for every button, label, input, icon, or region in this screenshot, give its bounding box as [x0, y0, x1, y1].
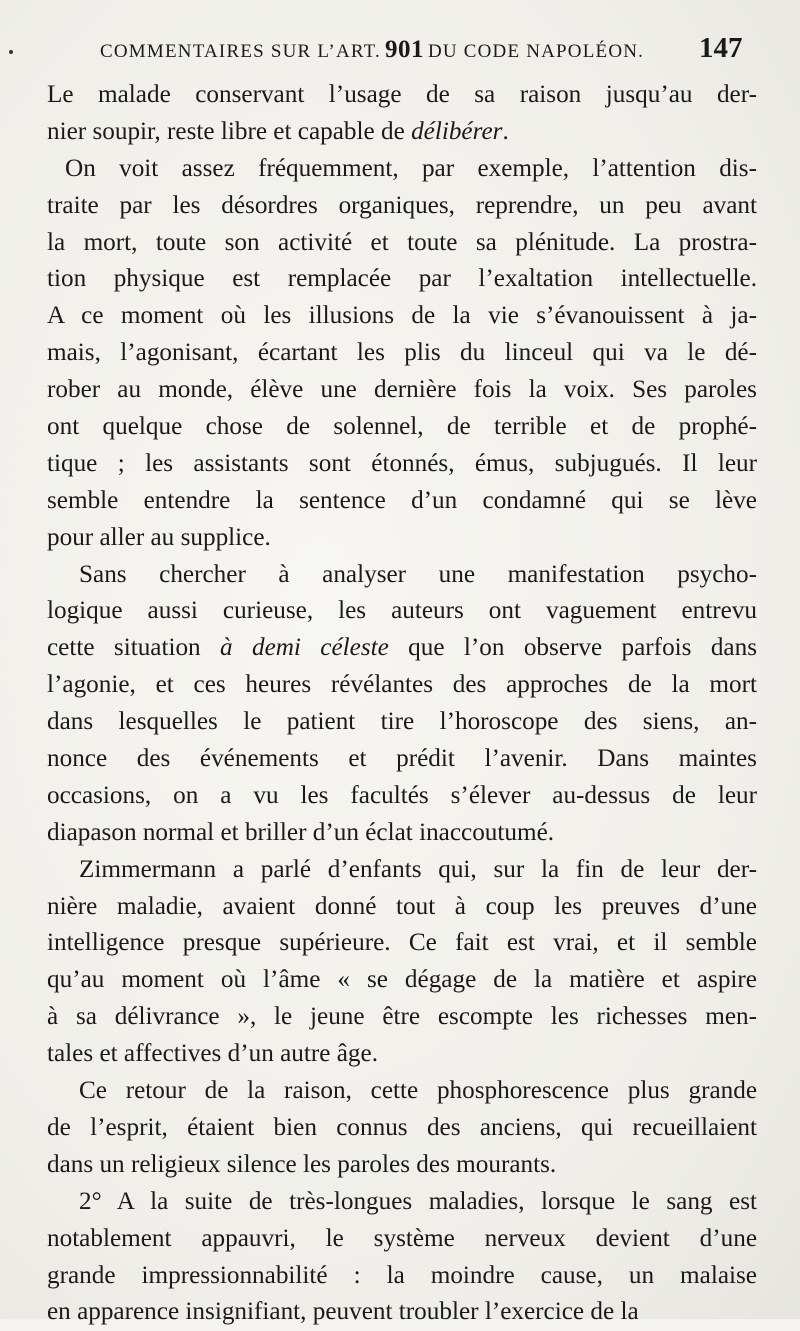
- text-line: tique ; les assistants sont étonnés, émus, subjugués. Il leur: [47, 449, 757, 477]
- article-number: 901: [384, 36, 424, 63]
- text-line: traite par les désordres organiques, reprendre, un peu avant: [47, 191, 757, 219]
- text-segment: .: [502, 117, 509, 145]
- text-line: rober au monde, élève une dernière fois la voix. Ses paroles: [47, 376, 757, 404]
- text-segment: que l’on observe parfois dans: [388, 634, 757, 662]
- text-line: ont quelque chose de solennel, de terrible et de prophé-: [47, 413, 757, 441]
- text-line: mais, l’agonisant, écartant les plis du linceul qui va le dé-: [47, 339, 757, 367]
- text-line: à sa délivrance », le jeune être escompte les richesses men-: [47, 1003, 757, 1031]
- paragraph: [47, 1184, 757, 1331]
- text-line: Sans chercher à analyser une manifestation psycho-: [79, 560, 757, 588]
- paragraph: [47, 1073, 757, 1184]
- text-line: tion physique est remplacée par l’exaltation intellectuelle.: [47, 265, 757, 293]
- text-line: logique aussi curieuse, les auteurs ont vaguement entrevu: [47, 597, 757, 625]
- text-segment: cette situation: [47, 634, 221, 662]
- text-line: A ce moment où les illusions de la vie s’évanouissent à ja-: [47, 302, 757, 330]
- text-line: en apparence insignifiant, peuvent troubler l’exercice de la: [47, 1298, 639, 1326]
- paragraph: [47, 852, 757, 1073]
- text-line: Le malade conservant l’usage de sa raison jusqu’au der-: [47, 81, 757, 108]
- page-number: 147: [699, 32, 743, 64]
- body-text: [47, 77, 757, 1331]
- text-line: intelligence presque supérieure. Ce fait est vrai, et il semble: [47, 929, 757, 957]
- text-line: dans un religieux silence les paroles des mourants.: [47, 1150, 557, 1178]
- text-line: nonce des événements et prédit l’avenir. Dans maintes: [47, 745, 757, 773]
- running-head-right: DU CODE NAPOLÉON.: [427, 41, 645, 62]
- text-line: de l’esprit, étaient bien connus des anciens, qui recueillaient: [47, 1113, 757, 1141]
- text-line: occasions, on a vu les facultés s’élever au-dessus de leur: [47, 781, 757, 809]
- italic-text: délibérer: [411, 117, 503, 145]
- text-line: notablement appauvri, le système nerveux devient d’une: [47, 1224, 757, 1252]
- text-line: [47, 114, 757, 151]
- text-line: diapason normal et briller d’un éclat inaccoutumé.: [47, 818, 555, 846]
- text-line: l’agonie, et ces heures révélantes des approches de la mort: [47, 671, 757, 699]
- paragraph: [47, 557, 757, 852]
- running-head-left: COMMENTAIRES SUR L’ART.: [100, 41, 381, 62]
- italic-text: à demi céleste: [220, 634, 389, 662]
- text-line: grande impressionnabilité : la moindre cause, un malaise: [47, 1261, 757, 1289]
- text-line: On voit assez fréquemment, par exemple, l’attention dis-: [65, 154, 757, 182]
- text-line: Zimmermann a parlé d’enfants qui, sur la fin de leur der-: [79, 855, 757, 883]
- text-line: 2° A la suite de très-longues maladies, lorsque le sang est: [79, 1187, 757, 1215]
- running-head-title: [100, 36, 644, 64]
- text-line: la mort, toute son activité et toute sa plénitude. La prostra-: [47, 228, 757, 256]
- text-line: pour aller au supplice.: [47, 523, 271, 551]
- text-segment: nier soupir, reste libre et capable de: [47, 117, 412, 145]
- paragraph: [47, 77, 757, 151]
- text-line: dans lesquelles le patient tire l’horoscope des siens, an-: [47, 708, 757, 736]
- text-line: semble entendre la sentence d’un condamné qui se lève: [47, 486, 757, 514]
- margin-dot: [9, 50, 13, 54]
- text-line: tales et affectives d’un autre âge.: [47, 1040, 379, 1068]
- text-line: [47, 630, 757, 667]
- paragraph: [47, 151, 757, 557]
- text-line: qu’au moment où l’âme « se dégage de la matière et aspire: [47, 966, 757, 994]
- running-header: [0, 28, 800, 76]
- text-line: Ce retour de la raison, cette phosphorescence plus grande: [79, 1077, 757, 1105]
- text-line: nière maladie, avaient donné tout à coup les preuves d’une: [47, 892, 757, 920]
